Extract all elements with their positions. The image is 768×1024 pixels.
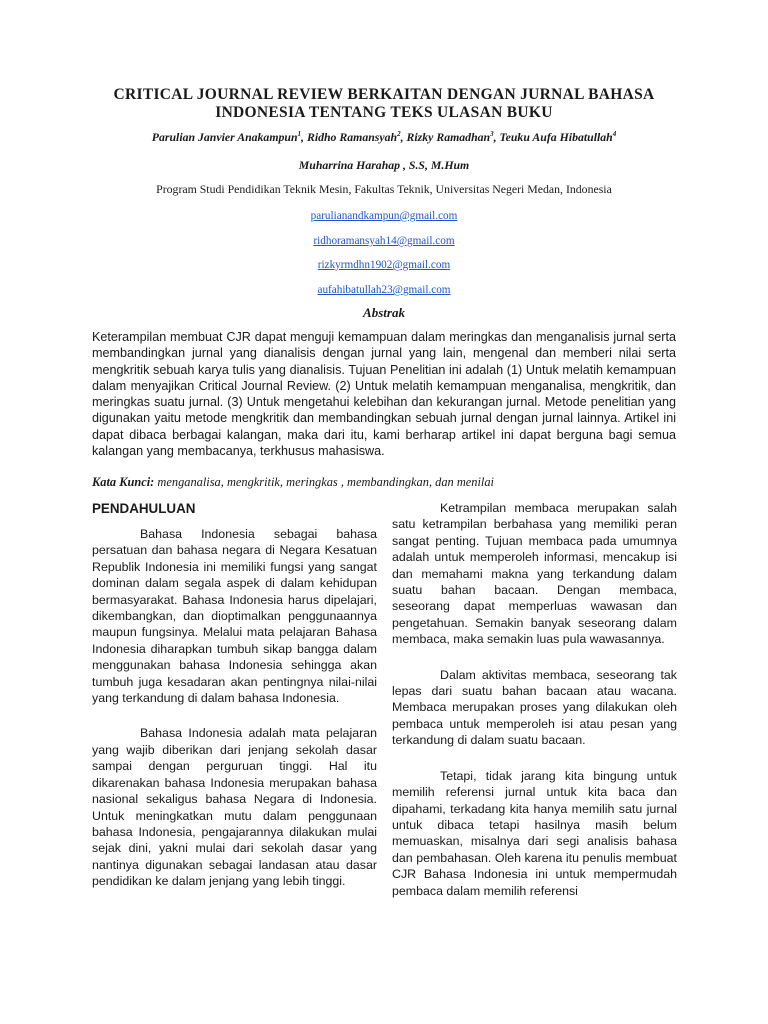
email-link[interactable]: aufahibatullah23@gmail.com	[317, 284, 451, 296]
author-affiliation-number: 3	[490, 130, 494, 139]
author-affiliation-number: 2	[397, 130, 401, 139]
body-paragraph: Ketrampilan membaca merupakan salah satu ketrampilan berbahasa yang memiliki peran sangat penting. Tujuan membaca pada umumnya adalah untuk memperoleh informasi, mencakup isi dan memahami makna yang terkandung dalam suatu bahan bacaan. Dengan membaca, seseorang dapat memperluas wawasan dan pengetahuan. Semakin banyak seseorang dalam membaca, maka semakin luas pula wawasannya.	[392, 501, 677, 647]
author-affiliation-number: 4	[612, 130, 617, 139]
abstract-text: Keterampilan membuat CJR dapat menguji kemampuan dalam meringkas dan menganalisis jurnal serta membandingkan jurnal yang dianalisis dengan jurnal yang lain, mengenal dan memberi nilai serta mengkritik sebuah karya tulis yang dianalisis. Tujuan Penelitian ini adalah (1) Untuk melatih kemampuan dalam menyajikan Critical Journal Review. (2) Untuk melatih kemampuan menganalisa, mengkritik, dan meringkas suatu jurnal. (3) Untuk mengetahui kelebihan dan kekurangan jurnal. Metode penelitian yang digunakan yaitu metode mengkritik dan membandingkan sebuah jurnal dengan jurnal lainnya. Artikel ini dapat dibaca berbagai kalangan, maka dari itu, kami berharap artikel ini dapat berguna bagi semua kalangan yang membacanya, terkhusus mahasiswa.	[92, 330, 676, 459]
left-column	[92, 498, 377, 909]
author-list	[40, 129, 728, 145]
body-paragraph: Dalam aktivitas membaca, seseorang tak lepas dari suatu bahan bacaan atau wacana. Membaca merupakan proses yang dilakukan oleh pembaca untuk memperoleh isi atau pesan yang terkandung di dalam suatu bacaan.	[392, 667, 677, 748]
author-separator: ,	[301, 130, 307, 144]
body-paragraph: Bahasa Indonesia adalah mata pelajaran yang wajib diberikan dari jenjang sekolah dasar sampai dengan perguruan tinggi. Hal itu dikarenakan bahasa Indonesia merupakan bahasa nasional sekaligus bahasa Negara di Indonesia. Untuk meningkatkan mutu dalam penggunaan bahasa Indonesia, pengajarannya dilakukan mulai sejak dini, yakni mulai dari sekolah dasar yang nantinya digunakan sebagai landasan atau dasar pendidikan ke dalam jenjang yang lebih tinggi.	[92, 726, 377, 889]
paper-title: CRITICAL JOURNAL REVIEW BERKAITAN DENGAN JURNAL BAHASA INDONESIA TENTANG TEKS ULASAN BUKU	[113, 86, 655, 121]
author-name: Teuku Aufa Hibatullah	[499, 130, 613, 144]
supervisor-name: Muharrina Harahap , S.S, M.Hum	[298, 158, 470, 172]
email-link[interactable]: ridhoramansyah14@gmail.com	[313, 235, 455, 247]
section-heading: PENDAHULUAN	[92, 501, 196, 516]
author-separator: ,	[493, 130, 500, 144]
body-paragraph: Bahasa Indonesia sebagai bahasa persatuan dan bahasa negara di Negara Kesatuan Republik Indonesia ini memiliki fungsi yang sangat dominan dalam segala aspek di dalam kehidupan bermasyarakat. Bahasa Indonesia harus dipelajari, dikembangkan, dan dioptimalkan penggunaannya maupun fungsinya. Melalui mata pelajaran Bahasa Indonesia diharapkan tumbuh sikap bangga dalam menggunakan bahasa Indonesia sehingga akan tumbuh juga kesadaran akan pentingnya nilai-nilai yang terkandung di dalam bahasa Indonesia.	[92, 527, 377, 706]
author-affiliation-number: 1	[297, 130, 302, 139]
author-name: Parulian Janvier Anakampun	[151, 130, 298, 144]
keywords-label: Kata Kunci:	[92, 475, 155, 489]
abstract-heading: Abstrak	[363, 305, 405, 320]
keywords	[92, 474, 676, 490]
keywords-text: menganalisa, mengkritik, meringkas , membandingkan, dan menilai	[157, 475, 494, 489]
right-column	[392, 498, 677, 918]
body-paragraph: Tetapi, tidak jarang kita bingung untuk memilih referensi jurnal untuk kita baca dan dipahami, terkadang kita hanya memilih satu jurnal untuk dibaca tetapi hasilnya masih belum memuaskan, misalnya dari segi analisis bahasa dan pembahasan. Oleh karena itu penulis membuat CJR Bahasa Indonesia ini untuk mempermudah pembaca dalam memilih referensi	[392, 768, 677, 898]
author-separator: ,	[400, 130, 407, 144]
affiliation: Program Studi Pendidikan Teknik Mesin, Fakultas Teknik, Universitas Negeri Medan, Indonesia	[156, 182, 612, 196]
email-link[interactable]: parulianandkampun@gmail.com	[310, 210, 458, 222]
author-name: Ridho Ramansyah	[306, 130, 398, 144]
author-name: Rizky Ramadhan	[406, 130, 491, 144]
email-link[interactable]: rizkyrmdhn1902@gmail.com	[317, 259, 451, 271]
